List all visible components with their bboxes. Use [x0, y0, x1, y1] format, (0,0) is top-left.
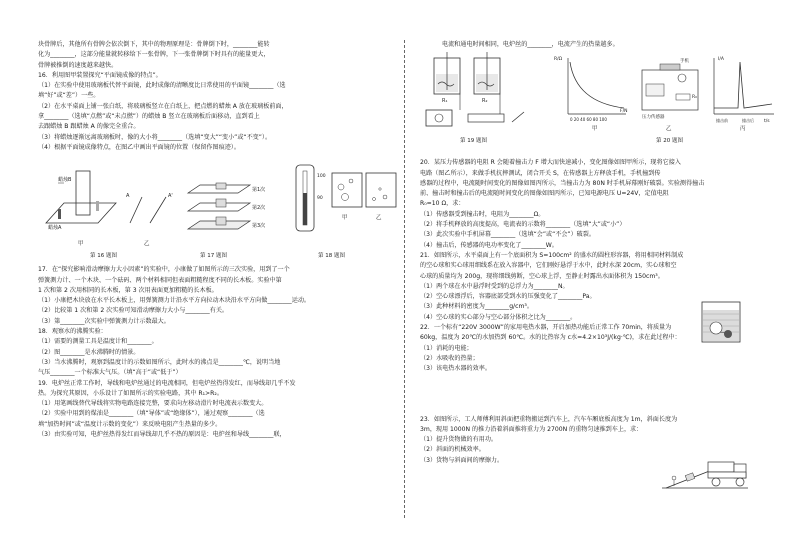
container-figure	[696, 300, 746, 344]
fig16-jia-label: 甲	[78, 241, 84, 248]
text-line: （2）水吸收的热量；	[420, 354, 479, 362]
f-axis-label: F/N	[620, 109, 628, 115]
text-line: 心球的质量均为 200g，现将细线剪断，空心球上浮，至静止时露出水面体积为 150cm³。	[420, 272, 664, 280]
i-axis-label: I/A	[718, 57, 724, 63]
text-line: 前、撞击时和撞击后的电流随时间变化的图像如图丙所示，已知电源电压 U=24V，定值电阻	[420, 190, 669, 198]
text-line: （1）提升货物做的有用功。	[420, 436, 498, 444]
after-label: 撞击后	[742, 118, 754, 124]
fig20-caption: 第 20 题图	[656, 138, 683, 145]
text-line: （2）将手机释放的高度提高，电流表的示数将________（选填“大”或“小”）	[420, 221, 626, 229]
text-line: （2）斜面的机械效率。	[420, 446, 485, 454]
text-line: （1）消耗的电能；	[420, 344, 473, 352]
text-line: （1）小康把木块放在水平长木板上，用弹簧测力计沿水平方向拉动木块沿水平方向做________运动。	[38, 297, 311, 305]
svg-text:100: 100	[317, 174, 326, 180]
fig20-jia-label: 甲	[592, 126, 598, 133]
svg-text:A': A'	[168, 193, 173, 200]
fig18-yi-label: 乙	[376, 215, 382, 222]
trial-1-label: 第1次	[252, 187, 266, 194]
question-16-title: 16．利用图甲装置探究“平面镜成像的特点”。	[38, 71, 162, 79]
mirror-setup-figure	[46, 171, 116, 223]
question-17-title: 17．在“探究影响滑动摩擦力大小因素”的实验中，小康做了如图所示的三次实验，用到了一个	[38, 266, 290, 274]
text-line: （3）该电热水器的效率。	[420, 365, 491, 373]
trial-2-label: 第2次	[252, 205, 266, 212]
fig20-bing-label: 丙	[740, 126, 746, 133]
heating-circuit-figure	[426, 52, 524, 126]
sensor-circuit-figure	[642, 64, 698, 110]
text-line: 弹簧测力计、一个木块、一个砝码、两个材料相同但表面粗糙程度不同的长木板。实验中第	[38, 276, 282, 284]
text-line: （3）此次实验中手机屏幕________（选填“会”或“不会”）破裂。	[420, 231, 595, 239]
before-label: 撞击前	[716, 118, 728, 124]
text-line: 3m，现用 1000N 的推力沿着斜面推将重力为 2700N 的重物匀速推到车上，求：	[420, 425, 643, 433]
text-line: （2）实验中用到的煤油是________（填“导体”或“绝缘体”），通过观察________（选	[38, 410, 265, 418]
text-line: 感器的过程中，电流随时间变化的图像如图丙所示，当撞击力为 80N 时手机屏幕刚好破裂。实验测得撞击	[420, 179, 705, 187]
text-line: （1）用笔画线替代导线将实物电路连接完整，要求向左移动滑片时电流表示数变大。	[38, 400, 268, 408]
text-line: R₀=10 Ω，求：	[420, 200, 465, 208]
resistance-force-graph	[568, 58, 626, 122]
text-line: 骨牌被推倒的速度越来越快。	[38, 61, 118, 69]
fig19-caption: 第 19 题图	[460, 138, 487, 145]
t-axis-label: t/s	[764, 119, 770, 125]
text-line: （3）货物与斜面间的摩擦力。	[420, 456, 504, 464]
question-18-title: 18．观察水的沸腾实验：	[38, 328, 107, 336]
text-line: 热。为探究其原因，小乐设计了如图所示的实验电路，其中 R₁>R₂。	[38, 389, 223, 397]
text-line: 填“好”或“差”）一些。	[38, 92, 100, 100]
question-20-title: 20．某压力传感器的电阻 R 会随着撞击力 F 增大而快速减小，变化图像如图甲所示，现将它接入	[420, 159, 681, 167]
current-time-graph	[714, 58, 774, 114]
question-19-title: 19．电炉丝正常工作时，导线和电炉丝通过的电流相同，但电炉丝热得发红，而导线却几乎不发	[38, 379, 296, 387]
left-column	[38, 40, 398, 440]
mirror-exercise-figure	[126, 193, 173, 223]
phone-label: 手机	[680, 59, 689, 65]
text-line: 拿________（选填“点燃”或“未点燃”）的蜡烛 B 竖立在玻璃板后面移动，直到看上	[38, 113, 260, 121]
r2-label: R₂	[482, 98, 488, 105]
r1-label: R₁	[442, 98, 448, 105]
text-line: 电流和通电时间相同，电炉丝的________，电流产生的热量越多。	[442, 41, 619, 48]
text-line: （2）图________是水沸腾时的情景。	[38, 348, 140, 356]
figures-19-20	[420, 50, 780, 158]
svg-text:0 20 40 60 80 100: 0 20 40 60 80 100	[570, 117, 607, 123]
figure-16-18-drawing	[38, 153, 398, 265]
text-line: （3）由实验可知，电炉丝热得发红而导线却几乎不热的原因是：电炉丝和导线________联，	[38, 431, 286, 439]
text-line: 块骨牌后，其他所有骨牌会依次倒下，其中的物理原理是：骨牌倒下时，________能转	[38, 41, 270, 48]
text-line: （2）空心球漂浮后，容器底部受到水的压强变化了________Pa。	[420, 293, 596, 301]
right-column	[420, 40, 780, 466]
figures-16-18	[38, 153, 398, 265]
text-line: （3）此种材料的密度为________g/cm³。	[420, 303, 533, 311]
text-line: （3）第________次实验中弹簧测力计示数最大。	[38, 317, 170, 325]
text-line: 电路（图乙所示），来做手机抗摔测试，闭合开关 S，在传感器上方释放手机，手机撞到传	[420, 169, 661, 177]
text-line: （1）两个球在水中悬浮时受到的总浮力为________N。	[420, 282, 569, 290]
svg-text:90: 90	[317, 196, 323, 202]
trial-3-label: 第3次	[252, 223, 266, 230]
candle-a-label: 蜡烛A	[48, 225, 62, 232]
r0-label: R₀	[692, 95, 697, 101]
fig18-jia-label: 甲	[342, 215, 348, 222]
text-line: （1）需要的测量工具是温度计和________。	[38, 338, 158, 346]
svg-text:A: A	[126, 193, 130, 200]
question-21-title: 21．如图所示，水平桌面上有一个底面积为 S=100cm² 的盛水的圆柱形容器，将用相同材料制成	[420, 251, 684, 259]
fig17-caption: 第 17 题图	[200, 253, 227, 260]
text-line: 填“加热时间”或“温度计示数的变化”）来反映电阻产生热量的多少。	[38, 420, 222, 428]
text-line: 气压________一个标准大气压。（填“高于”或“低于”）	[38, 369, 182, 377]
text-line: （1）传感器受到撞击时，电阻为________Ω。	[420, 210, 545, 218]
friction-experiment-figure	[188, 183, 250, 229]
column-divider	[404, 40, 405, 518]
text-line: 的空心球和实心球用细线系在放入容器中，它们刚好悬浮于水中，此时水深 20cm，实心球和空	[420, 262, 677, 270]
text-line: （4）撞击后，传感器的电功率变化了________W。	[420, 241, 558, 249]
question-22-title: 22．一个标有“220V 3000W”的家用电热水器，开启加热功能后正常工作 70min，将质量为	[420, 324, 672, 332]
text-line: （3）将蜡烛逐渐远离玻璃板时，像的大小将________（选填“变大”“变小”或“不变”）。	[38, 133, 272, 141]
question-23-title: 23．如图所示，工人师傅利用斜面把重物搬运到汽车上，汽车车厢底板高度为 1m，斜面长度为	[420, 415, 678, 423]
text-line: （1）在实验中使用玻璃板代替平面镜，此时成像的清晰度比日常使用的平面镜________（选	[38, 82, 286, 90]
ramp-truck-figure	[660, 444, 750, 494]
text-line: （2）在水平桌面上铺一张白纸，将玻璃板竖立在白纸上，把点燃的蜡烛 A 放在玻璃板前面，	[38, 102, 288, 110]
candle-b-label: 蜡烛B	[58, 177, 72, 184]
boiling-experiment-figure	[296, 165, 396, 231]
fig16-caption: 第 16 题图	[90, 253, 117, 260]
text-line: （4）空心球的实心部分与空心部分体积之比为________。	[420, 313, 577, 321]
fig18-caption: 第 18 题图	[318, 253, 345, 260]
text-line: （2）比较第 1 次和第 2 次实验可知滑动摩擦力大小与________有关。	[38, 307, 229, 315]
r-axis-label: R/Ω	[554, 57, 563, 63]
text-line: （3）当水沸腾时，观察到温度计的示数如图所示，此时水的沸点是________℃，说明当地	[38, 358, 281, 366]
fig16-yi-label: 乙	[144, 241, 150, 248]
text-line: 60kg，温度为 20℃的水加热到 60℃。水的比热容为 c水=4.2×10³J/(kg·℃)，求在此过程中：	[420, 334, 681, 342]
text-line: 去跟蜡烛 B 跟蜡烛 A 的像完全重合。	[38, 123, 140, 131]
text-line: （4）根据平面镜成像特点，在图乙中画出平面镜的位置（保留作图痕迹）。	[38, 143, 240, 151]
text-line: 化为________，这部分能量就转移给下一张骨牌，下一张骨牌倒下时具有的能量更大，	[38, 51, 270, 59]
figure-19-20-drawing	[420, 50, 780, 158]
text-line: 1 次和第 2 次用相同的长木板，第 3 次用表面更加粗糙的长木板。	[38, 286, 218, 294]
fig20-yi-label: 乙	[666, 126, 672, 133]
sensor-label: 压力传感器	[642, 115, 665, 121]
